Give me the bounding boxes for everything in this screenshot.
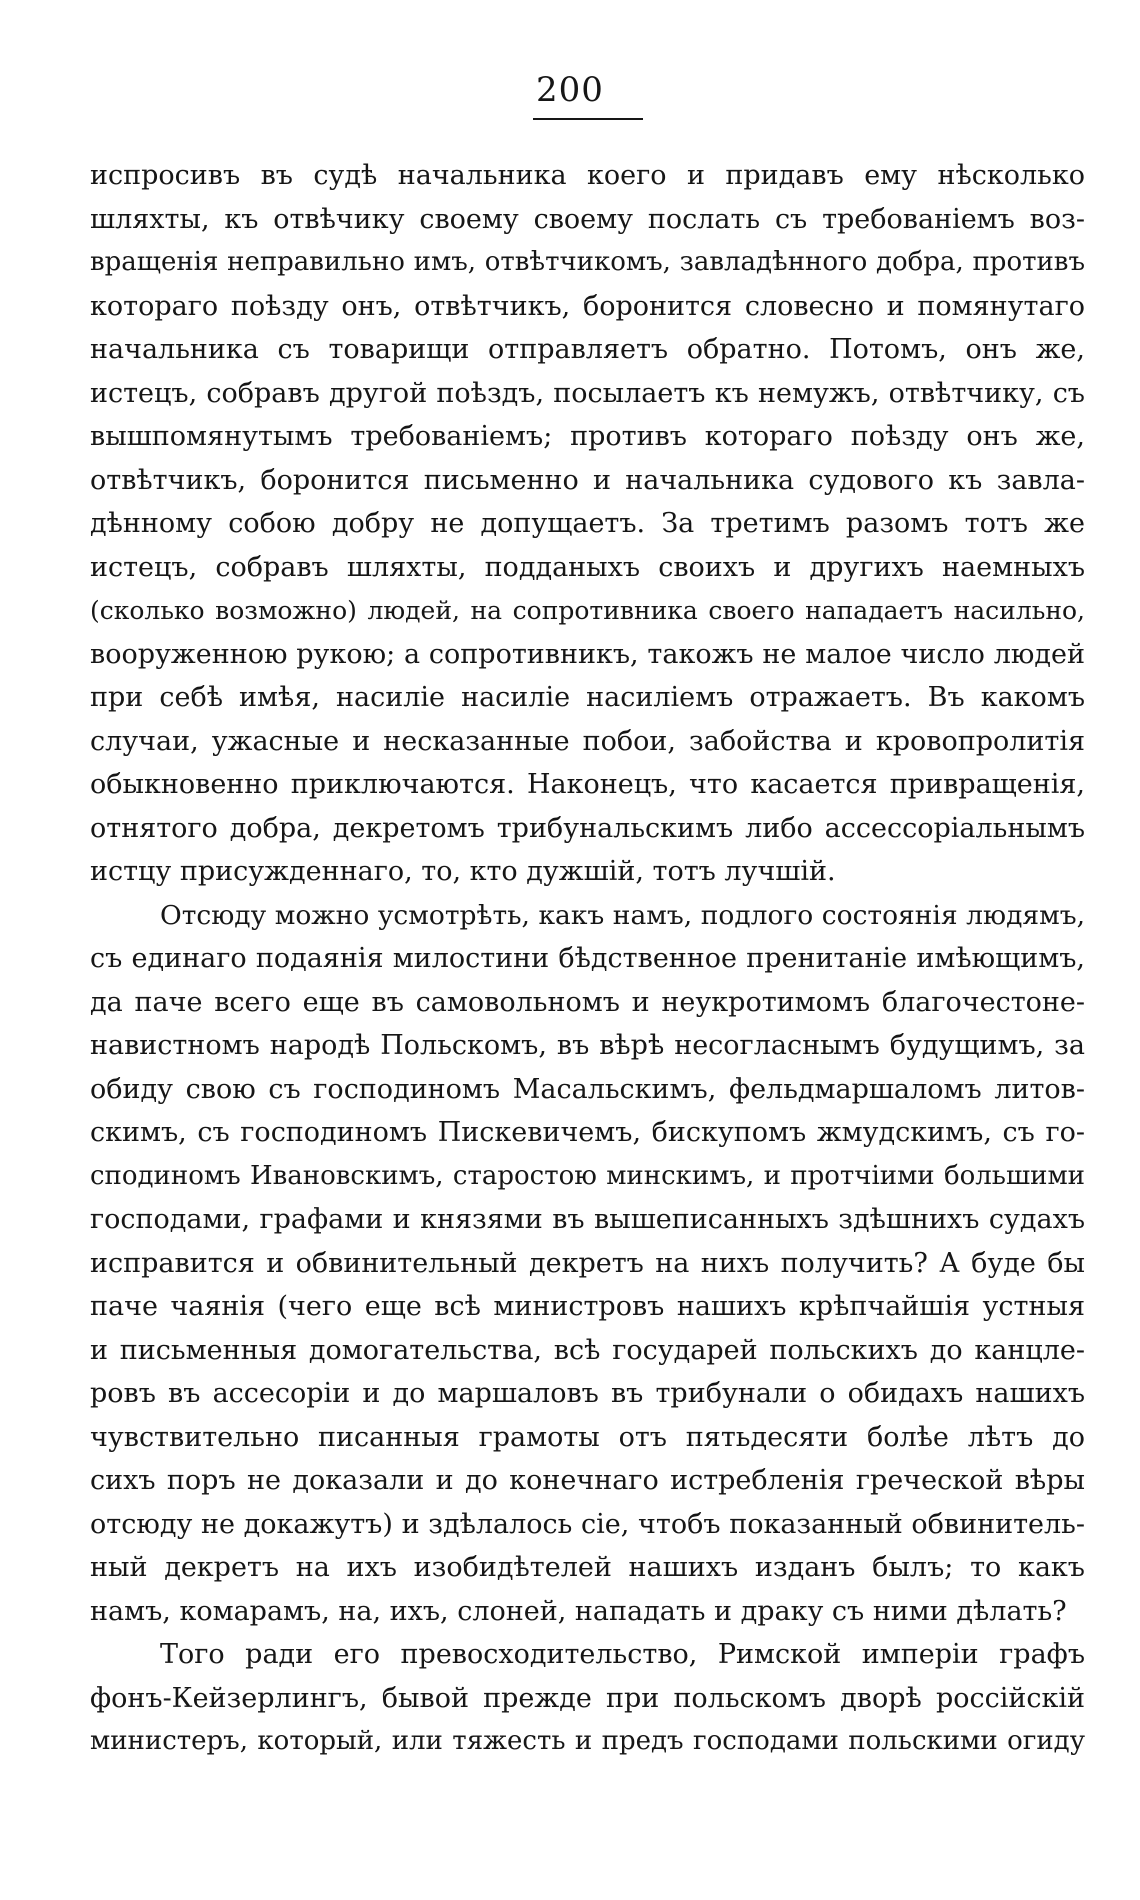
text-line: Того ради его превосходительство, Римской имперіи графъ <box>160 1639 1085 1670</box>
text-line: чувствительно писанныя грамоты отъ пятьдесяти болѣе лѣтъ до <box>90 1421 1085 1453</box>
page-number: 200 <box>536 70 604 110</box>
text-line: истецъ, собравъ другой поѣздъ, посылаетъ къ немужъ, отвѣтчику, съ <box>90 377 1085 409</box>
paragraph <box>90 1633 1085 1764</box>
text-line: истецъ, собравъ шляхты, подданыхъ своихъ и другихъ наемныхъ <box>90 551 1085 583</box>
page-number-rule <box>533 118 643 120</box>
text-line: министеръ, который, или тяжесть и предъ господами польскими огиду <box>90 1726 1085 1756</box>
text-line: съ единаго подаянія милостини бѣдственное пренитаніе имѣющимъ, <box>90 943 1085 974</box>
text-line: (сколько возможно) людей, на сопротивника своего нападаетъ насильно, <box>90 596 1085 625</box>
text-line: Отсюду можно усмотрѣть, какъ намъ, подлого состоянія людямъ, <box>160 899 1085 931</box>
text-line: ровъ въ ассесоріи и до маршаловъ въ трибунали о обидахъ нашихъ <box>90 1378 1085 1409</box>
text-line: отсюду не докажутъ) и здѣлалось сіе, чтобъ показанный обвинитель- <box>90 1508 1085 1540</box>
text-line: котораго поѣзду онъ, отвѣтчикъ, боронится словесно и помянутаго <box>90 290 1085 322</box>
text-line: и письменныя домогательства, всѣ государей польскихъ до канцле- <box>90 1334 1085 1366</box>
text-line: вращенія неправильно имъ, отвѣтчикомъ, завладѣнного добра, противъ <box>90 247 1085 277</box>
text-line: вышпомянутымъ требованіемъ; противъ котораго поѣзду онъ же, <box>90 421 1085 452</box>
text-line: навистномъ народѣ Польскомъ, въ вѣрѣ несогласнымъ будущимъ, за <box>90 1030 1085 1061</box>
text-line: дѣнному собою добру не допущаетъ. За третимъ разомъ тотъ же <box>90 508 1085 539</box>
text-line: обыкновенно приключаются. Наконецъ, что касается привращенія, <box>90 769 1085 800</box>
text-line: вооруженною рукою; а сопротивникъ, такожъ не малое число людей <box>90 638 1085 670</box>
text-line: скимъ, съ господиномъ Пискевичемъ, бискупомъ жмудскимъ, съ го- <box>90 1117 1085 1148</box>
text-line: шляхты, къ отвѣчику своему своему послать съ требованіемъ воз- <box>90 203 1085 235</box>
text-line: при себѣ имѣя, насиліе насиліе насиліемъ отражаетъ. Въ какомъ <box>90 682 1085 713</box>
text-line: фонъ-Кейзерлингъ, бывой прежде при польскомъ дворѣ россійскій <box>90 1682 1085 1714</box>
text-line: случаи, ужасные и несказанные побои, забойства и кровопролитія <box>90 725 1085 757</box>
text-line: ный декретъ на ихъ изобидѣтелей нашихъ изданъ былъ; то какъ <box>90 1552 1085 1583</box>
text-line: да паче всего еще въ самовольномъ и неукротимомъ благочестоне- <box>90 986 1085 1018</box>
text-line: исправится и обвинительный декретъ на нихъ получить? А буде бы <box>90 1247 1085 1279</box>
text-line: испросивъ въ судѣ начальника коего и придавъ ему нѣсколько <box>90 160 1085 191</box>
text-line: сихъ поръ не доказали и до конечнаго истребленія греческой вѣры <box>90 1465 1085 1496</box>
text-line: отнятого добра, декретомъ трибунальскимъ либо ассессоріальнымъ <box>90 812 1085 844</box>
paragraph <box>90 154 1085 894</box>
body-text <box>90 154 1085 1764</box>
text-line: обиду свою съ господиномъ Масальскимъ, фельдмаршаломъ литов- <box>90 1073 1085 1105</box>
text-line: начальника съ товарищи отправляетъ обратно. Потомъ, онъ же, <box>90 334 1085 365</box>
text-line: намъ, комарамъ, на, ихъ, слоней, нападать и драку съ ними дѣлать? <box>90 1595 1067 1627</box>
paragraph <box>90 894 1085 1634</box>
text-line: отвѣтчикъ, боронится письменно и начальника судового къ завла- <box>90 464 1085 496</box>
text-line: господами, графами и князями въ вышеписанныхъ здѣшнихъ судахъ <box>90 1204 1085 1235</box>
text-line: паче чаянія (чего еще всѣ министровъ нашихъ крѣпчайшія устныя <box>90 1291 1085 1322</box>
text-line: сподиномъ Ивановскимъ, старостою минскимъ, и протчіими большими <box>90 1160 1085 1191</box>
text-line: истцу присужденнаго, то, кто дужшій, тотъ лучшій. <box>90 856 836 887</box>
